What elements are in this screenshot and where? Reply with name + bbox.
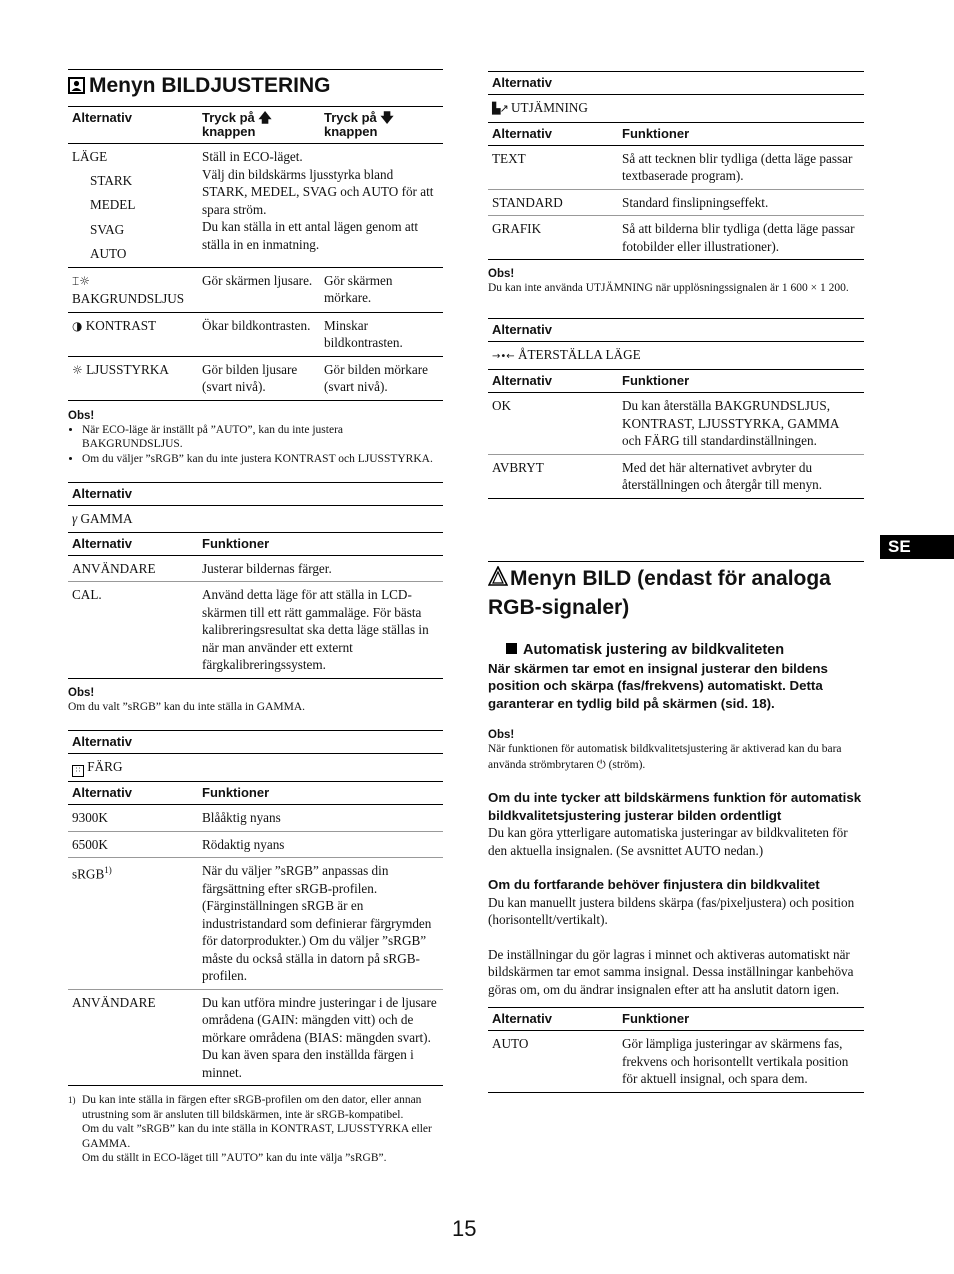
- lage-label: LÄGE: [72, 149, 108, 164]
- gamma-table: [68, 482, 443, 679]
- reset-table: [488, 318, 864, 499]
- bildjustering-table: [68, 106, 443, 401]
- bildjustering-title: Menyn BILDJUSTERING: [89, 74, 331, 97]
- smoothing-icon: ▙↗: [492, 102, 508, 115]
- utj-row-f: Standard finslipningseffekt.: [618, 189, 864, 216]
- obs4-title: Obs!: [488, 729, 515, 741]
- brightness-icon: ☼: [72, 362, 83, 377]
- bakgrundsljus-up: Gör skärmen ljusare.: [198, 267, 320, 312]
- utj-row-a: GRAFIK: [488, 216, 618, 260]
- auto-h1: Alternativ: [488, 1008, 618, 1031]
- bold-heading-2: Om du inte tycker att bildskärmens funktion för automatisk bildkvalitetsjustering justerar bilden ordentligt: [488, 790, 862, 823]
- obs4-text: När funktionen för automatisk bildkvalitetsjustering är aktiverad kan du bara använda strömbrytaren ⏻ (ström).: [488, 743, 842, 771]
- kontrast-cell: ◑ KONTRAST: [68, 312, 198, 356]
- left-column: [68, 69, 443, 1166]
- ljusstyrka-down: Gör bilden mörkare (svart nivå).: [320, 356, 443, 400]
- auto-adjust-intro: När skärmen tar emot en insignal justerar den bildens position och skärpa (fas/frekvens) automatiskt. Detta garanterar en tydlig bild på skärmen (sid. 18).: [488, 660, 828, 711]
- lage-stark: STARK: [90, 172, 133, 188]
- utj-h1: Alternativ: [488, 122, 618, 145]
- gamma-row-a: CAL.: [68, 582, 198, 679]
- bild-title: Menyn BILD (endast för analoga RGB-signaler): [488, 566, 831, 619]
- lage-svag: SVAG: [90, 221, 125, 237]
- farg-row-f: Rödaktig nyans: [198, 831, 443, 858]
- contrast-icon: ◑: [72, 318, 83, 333]
- reset-h2: Funktioner: [618, 370, 864, 393]
- bold-heading-3: Om du fortfarande behöver finjustera din bildkvalitet: [488, 877, 820, 892]
- obs1-list: [68, 423, 443, 467]
- kontrast-down: Minskar bildkontrasten.: [320, 312, 443, 356]
- obs1-item: • När ECO-läge är inställt på ”AUTO”, kan du inte justera BAKGRUNDSLJUS.: [82, 423, 443, 452]
- col-header-down: Tryck på 🡇 knappen: [320, 107, 443, 144]
- utj-row-f: Så att tecknen blir tydliga (detta läge passar textbaserade program).: [618, 145, 864, 189]
- bildjustering-heading: [68, 69, 443, 103]
- paragraph-2: Du kan göra ytterligare automatiska justeringar av bildkvaliteten för den aktuella insignalen. (Se avsnittet AUTO nedan.): [488, 825, 848, 858]
- farg-row-a: ANVÄNDARE: [68, 989, 198, 1086]
- obs2-title: Obs!: [68, 686, 95, 699]
- utj-row-a: TEXT: [488, 145, 618, 189]
- lage-desc: Ställ in ECO-läget. Välj din bildskärms ljusstyrka bland STARK, MEDEL, SVAG och AUTO för att spara ström. Du kan ställa in ett antal lägen genom att ställa in en inmatning.: [198, 144, 443, 268]
- arrow-down-icon: 🡇: [380, 110, 394, 125]
- utj-name: ▙↗ UTJÄMNING: [488, 95, 864, 123]
- utjamning-table: [488, 71, 864, 260]
- col-header-up: Tryck på 🡅 knappen: [198, 107, 320, 144]
- farg-h2: Funktioner: [198, 782, 443, 805]
- kontrast-up: Ökar bildkontrasten.: [198, 312, 320, 356]
- picture-adjust-icon: [68, 77, 85, 94]
- obs1-item: • Om du väljer ”sRGB” kan du inte justera KONTRAST och LJUSSTYRKA.: [82, 452, 443, 467]
- footnote: 1) Du kan inte ställa in färgen efter sRGB-profilen om den dator, eller annan utrustning som är ansluten till bildskärmen, inte är sRGB-kompatibel. Om du valt ”sRGB” kan du inte ställa in KONTRAST, LJUSSTYRKA eller GAMMA. Om du ställt in ECO-läget till ”AUTO” kan du inte välja ”sRGB”.: [68, 1094, 432, 1164]
- auto-table: [488, 1007, 864, 1093]
- lage-cell: [68, 144, 198, 268]
- reset-alt-header: Alternativ: [488, 318, 864, 341]
- reset-name: →•← ÅTERSTÄLLA LÄGE: [488, 341, 864, 370]
- farg-row-f: Blååktig nyans: [198, 805, 443, 832]
- right-column: [488, 71, 864, 1093]
- farg-row-a: sRGB$^{1)}$: [68, 858, 198, 990]
- obs2-text: Om du valt ”sRGB” kan du inte ställa in GAMMA.: [68, 700, 306, 713]
- farg-row-a: 6500K: [68, 831, 198, 858]
- obs3-text: Du kan inte använda UTJÄMNING när upplösningssignalen är 1 600 × 1 200.: [488, 282, 849, 294]
- farg-name: ∷ FÄRG: [68, 754, 443, 782]
- bakgrundsljus-cell: ⌶☼ BAKGRUNDSLJUS: [68, 267, 198, 312]
- auto-row-f: Gör lämpliga justeringar av skärmens fas, frekvens och horisontellt vertikala position för aktuell insignal, och spara dem.: [618, 1031, 864, 1093]
- auto-row-a: AUTO: [488, 1031, 618, 1093]
- language-tab: SE: [880, 535, 954, 559]
- gamma-alt-header: Alternativ: [68, 483, 443, 506]
- color-icon: ∷: [72, 765, 84, 777]
- utj-alt-header: Alternativ: [488, 72, 864, 95]
- reset-row-a: AVBRYT: [488, 454, 618, 498]
- farg-table: [68, 730, 443, 1086]
- farg-row-a: 9300K: [68, 805, 198, 832]
- paragraph-4: De inställningar du gör lagras i minnet och aktiveras automatiskt när bildskärmen tar emot samma insignal. Dessa inställningar kanbehöva göras om, om du ändrar insignalen efter att ha anslutit datorn igen.: [488, 946, 854, 997]
- obs3-title: Obs!: [488, 268, 515, 280]
- utj-h2: Funktioner: [618, 122, 864, 145]
- auto-adjust-subheading: Automatisk justering av bildkvaliteten: [488, 642, 864, 658]
- reset-h1: Alternativ: [488, 370, 618, 393]
- auto-h2: Funktioner: [618, 1008, 864, 1031]
- paragraph-3: Du kan manuellt justera bildens skärpa (fas/pixeljustera) och position (horisontellt/vertikalt).: [488, 894, 855, 927]
- gamma-row-f: Justerar bildernas färger.: [198, 555, 443, 582]
- square-bullet-icon: [506, 643, 517, 654]
- bild-heading: [488, 561, 864, 622]
- gamma-h1: Alternativ: [68, 532, 198, 555]
- gamma-row-a: ANVÄNDARE: [68, 555, 198, 582]
- backlight-icon: ⌶☼: [72, 273, 90, 288]
- utj-row-f: Så att bilderna blir tydliga (detta läge passar fotobilder eller illustrationer).: [618, 216, 864, 260]
- ljusstyrka-cell: ☼ LJUSSTYRKA: [68, 356, 198, 400]
- gamma-h2: Funktioner: [198, 532, 443, 555]
- col-header-alternativ: Alternativ: [68, 107, 198, 144]
- reset-row-f: Du kan återställa BAKGRUNDSLJUS, KONTRAST, LJUSSTYRKA, GAMMA och FÄRG till standardinställningen.: [618, 393, 864, 455]
- lage-medel: MEDEL: [90, 197, 136, 212]
- farg-alt-header: Alternativ: [68, 731, 443, 754]
- power-icon: ⏻: [596, 756, 606, 771]
- utj-row-a: STANDARD: [488, 189, 618, 216]
- page-number: 15: [452, 1216, 477, 1241]
- gamma-icon: γ: [72, 511, 78, 526]
- arrow-up-icon: 🡅: [258, 110, 272, 125]
- picture-icon: [488, 566, 510, 594]
- farg-row-f: Du kan utföra mindre justeringar i de ljusare områdena (GAIN: mängden vitt) och de mörkare områdena (BIAS: mängden svart). Du kan även spara den inställda färgen i minnet.: [198, 989, 443, 1086]
- reset-row-a: OK: [488, 393, 618, 455]
- obs1-title: Obs!: [68, 409, 95, 422]
- reset-row-f: Med det här alternativet avbryter du återställningen och återgår till menyn.: [618, 454, 864, 498]
- ljusstyrka-up: Gör bilden ljusare (svart nivå).: [198, 356, 320, 400]
- farg-h1: Alternativ: [68, 782, 198, 805]
- lage-auto: AUTO: [90, 246, 127, 261]
- gamma-name: γ GAMMA: [68, 506, 443, 533]
- reset-icon: →•←: [492, 350, 515, 362]
- gamma-row-f: Använd detta läge för att ställa in LCD-skärmen till ett rätt gammaläge. För bästa kalibreringsresultat ska detta läge ställas in när man använder ett externt färgkalibreringssystem.: [198, 582, 443, 679]
- bakgrundsljus-down: Gör skärmen mörkare.: [320, 267, 443, 312]
- farg-row-f: När du väljer ”sRGB” anpassas din färgsättning efter sRGB-profilen. (Färginställningen sRGB är en industristandard som definierar färgrymden för datorprodukter.) Om du väljer ”sRGB” måste du också ställa in datorn på sRGB-profilen.: [198, 858, 443, 990]
